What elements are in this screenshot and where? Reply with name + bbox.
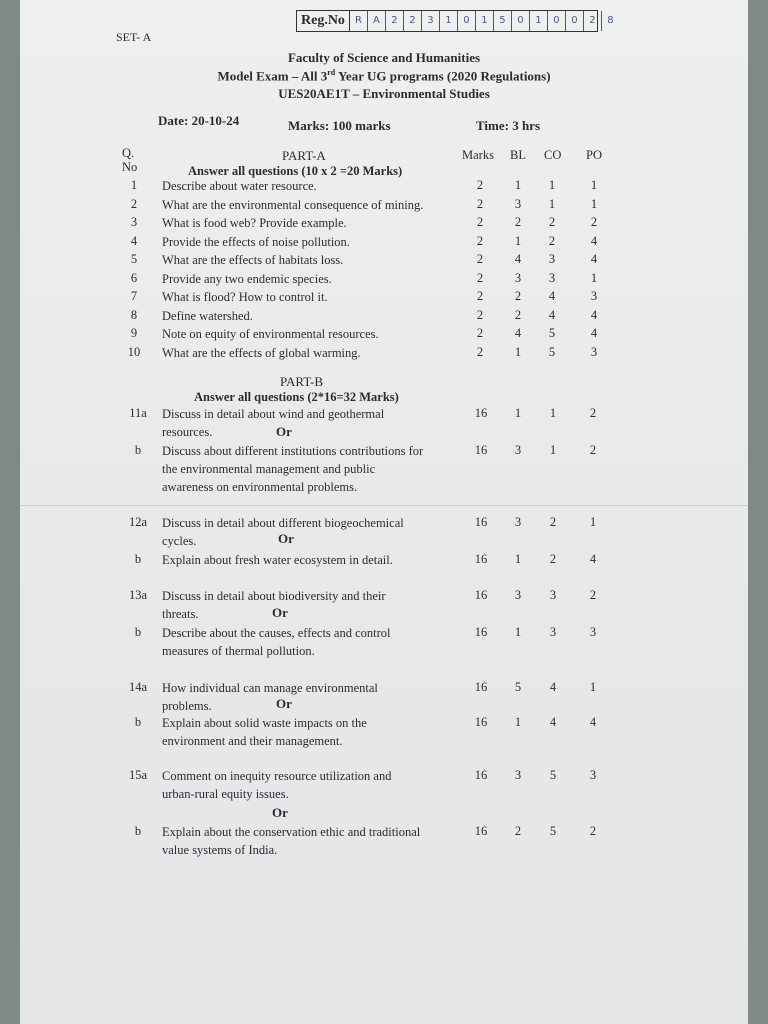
marks-value: 2 [476, 178, 484, 192]
question-number: 13a [128, 588, 148, 602]
po-value: 4 [590, 233, 598, 248]
col-co: CO [544, 148, 562, 162]
question-number: 9 [130, 326, 138, 340]
question-text: Discuss about different institutions contributions for [162, 444, 424, 458]
question-number: 8 [130, 307, 138, 322]
co-value: 3 [548, 270, 556, 285]
or-separator: Or [276, 424, 292, 439]
bl-value: 3 [514, 270, 522, 285]
po-value: 4 [589, 552, 597, 566]
question-text: How individual can manage environmental [162, 681, 378, 695]
question-number: b [134, 552, 142, 566]
exam-time: Time: 3 hrs [476, 118, 541, 133]
question-number: 14a [128, 680, 148, 694]
question-text: Provide any two endemic species. [162, 271, 332, 286]
question-number: 11a [129, 406, 147, 420]
col-po: PO [586, 148, 602, 162]
reg-cell: 0 [548, 11, 566, 31]
marks-value: 16 [474, 625, 488, 639]
po-value: 4 [590, 326, 598, 340]
parta-instruction: Answer all questions (10 x 2 =20 Marks) [188, 164, 403, 178]
marks-value: 16 [474, 588, 488, 602]
reg-cells [350, 11, 619, 31]
reg-label: Reg.No [297, 11, 350, 31]
question-text: Define watershed. [162, 308, 253, 323]
po-value: 3 [590, 289, 598, 303]
exam-title-post: Year UG programs (2020 Regulations) [335, 68, 551, 84]
question-number: 5 [130, 252, 138, 266]
co-value: 2 [549, 552, 557, 566]
question-text: environment and their management. [162, 734, 343, 748]
bl-value: 3 [514, 515, 522, 529]
question-number: 6 [130, 270, 138, 285]
bl-value: 1 [514, 233, 522, 248]
reg-cell: 5 [494, 11, 512, 31]
bl-value: 3 [514, 768, 522, 782]
co-value: 2 [548, 215, 556, 229]
reg-cell: 0 [512, 11, 530, 31]
co-value: 1 [549, 443, 557, 457]
co-value: 2 [549, 515, 557, 529]
question-number: b [134, 443, 142, 457]
marks-value: 16 [474, 515, 488, 529]
question-text: Explain about fresh water ecosystem in detail. [162, 553, 393, 567]
po-value: 3 [589, 625, 597, 639]
question-number: b [134, 625, 142, 639]
exam-title-sup: rd [327, 68, 336, 77]
co-value: 3 [548, 252, 556, 266]
or-separator: Or [276, 696, 292, 711]
question-text: the environmental management and public [162, 462, 376, 476]
po-value: 1 [590, 196, 598, 211]
co-value: 1 [548, 196, 556, 211]
question-text: awareness on environmental problems. [162, 480, 358, 494]
question-text: Describe about the causes, effects and control [162, 626, 391, 640]
bl-value: 4 [514, 326, 522, 340]
bl-value: 5 [514, 680, 522, 694]
po-value: 4 [590, 252, 598, 266]
co-value: 4 [548, 307, 556, 322]
exam-title-pre: Model Exam – All 3 [217, 68, 328, 84]
exam-paper [20, 0, 748, 1024]
reg-cell: 1 [530, 11, 548, 31]
co-value: 3 [549, 625, 557, 639]
reg-cell: 0 [566, 11, 584, 31]
question-text: Discuss in detail about biodiversity and their [162, 589, 386, 603]
co-value: 1 [549, 406, 557, 420]
po-value: 2 [589, 406, 597, 420]
reg-cell: 8 [607, 15, 614, 26]
bl-value: 3 [514, 443, 522, 457]
po-value: 3 [589, 768, 597, 782]
question-number: 4 [130, 233, 138, 248]
question-text: What are the effects of habitats loss. [162, 253, 344, 267]
col-no: No [122, 160, 138, 174]
reg-cell: 2 [386, 11, 404, 31]
marks-value: 2 [476, 307, 484, 322]
exam-date: Date: 20-10-24 [158, 113, 240, 128]
po-value: 4 [590, 307, 598, 322]
bl-value: 1 [514, 715, 522, 729]
question-text: Explain about solid waste impacts on the [162, 716, 367, 730]
marks-value: 2 [476, 289, 484, 303]
po-value: 2 [589, 824, 597, 838]
question-text: Note on equity of environmental resources. [162, 327, 379, 341]
question-text: urban-rural equity issues. [162, 787, 289, 801]
reg-number-box [296, 10, 614, 32]
marks-value: 16 [474, 824, 488, 838]
bl-value: 1 [514, 552, 522, 566]
co-value: 4 [549, 680, 557, 694]
question-text: measures of thermal pollution. [162, 644, 315, 658]
co-value: 4 [548, 289, 556, 303]
question-text: cycles. [162, 534, 197, 548]
reg-cell: 2 [404, 11, 422, 31]
col-marks: Marks [462, 148, 494, 162]
bl-value: 1 [514, 625, 522, 639]
bl-value: 1 [514, 406, 522, 420]
question-number: 15a [128, 768, 148, 782]
question-number: 7 [130, 289, 138, 303]
paper-fold [20, 505, 748, 506]
marks-value: 2 [476, 233, 484, 248]
col-q: Q. [122, 146, 135, 160]
marks-value: 2 [476, 270, 484, 285]
marks-value: 16 [474, 768, 488, 782]
partb-instruction: Answer all questions (2*16=32 Marks) [194, 390, 399, 404]
po-value: 1 [590, 270, 598, 285]
question-text: Describe about water resource. [162, 179, 317, 193]
marks-value: 16 [474, 680, 488, 694]
bl-value: 2 [514, 289, 522, 303]
question-text: value systems of India. [162, 843, 278, 857]
reg-cell: A [368, 11, 386, 31]
reg-cell: 1 [476, 11, 494, 31]
bl-value: 2 [514, 307, 522, 322]
question-number: 12a [128, 515, 148, 529]
question-text: Discuss in detail about different biogeochemical [162, 516, 404, 530]
marks-value: 2 [476, 252, 484, 266]
question-number: 3 [130, 215, 138, 229]
po-value: 2 [589, 443, 597, 457]
or-separator: Or [272, 605, 288, 620]
question-number: b [134, 824, 142, 838]
exam-title [20, 68, 748, 84]
po-value: 2 [589, 588, 597, 602]
co-value: 5 [549, 768, 557, 782]
question-text: Discuss in detail about wind and geothermal [162, 407, 385, 421]
co-value: 1 [548, 178, 556, 192]
bl-value: 4 [514, 252, 522, 266]
question-text: What is food web? Provide example. [162, 216, 347, 230]
course-title: UES20AE1T – Environmental Studies [278, 86, 490, 101]
marks-value: 16 [474, 715, 488, 729]
marks-value: 2 [476, 326, 484, 340]
marks-value: 2 [476, 196, 484, 211]
partb-title: PART-B [280, 374, 324, 389]
question-number: 2 [130, 196, 138, 211]
marks-value: 2 [476, 215, 484, 229]
marks-value: 16 [474, 443, 488, 457]
bl-value: 3 [514, 588, 522, 602]
co-value: 3 [549, 588, 557, 602]
or-separator: Or [272, 805, 288, 820]
po-value: 1 [589, 515, 597, 529]
co-value: 4 [549, 715, 557, 729]
question-text: resources. [162, 425, 213, 439]
marks-value: 16 [474, 406, 488, 420]
question-text: problems. [162, 699, 212, 713]
col-bl: BL [510, 148, 526, 162]
co-value: 5 [548, 344, 556, 359]
question-text: What are the environmental consequence of mining. [162, 197, 424, 212]
reg-cell: R [350, 11, 368, 31]
question-text: threats. [162, 607, 199, 621]
or-separator: Or [278, 531, 294, 546]
question-number: b [134, 715, 142, 729]
parta-title: PART-A [282, 148, 326, 163]
po-value: 2 [590, 215, 598, 229]
co-value: 2 [548, 233, 556, 248]
reg-cell: 3 [422, 11, 440, 31]
set-label: SET- A [116, 30, 152, 44]
bl-value: 1 [514, 178, 522, 192]
co-value: 5 [549, 824, 557, 838]
exam-marks: Marks: 100 marks [288, 118, 391, 133]
reg-cell: 2 [584, 11, 602, 31]
reg-cell: 0 [458, 11, 476, 31]
bl-value: 1 [514, 344, 522, 359]
faculty-title: Faculty of Science and Humanities [287, 50, 481, 65]
marks-value: 2 [476, 344, 484, 359]
bl-value: 3 [514, 196, 522, 211]
bl-value: 2 [514, 824, 522, 838]
question-number: 10 [127, 344, 141, 359]
reg-cell: 1 [440, 11, 458, 31]
po-value: 4 [589, 715, 597, 729]
question-text: Explain about the conservation ethic and traditional [162, 825, 421, 839]
po-value: 1 [589, 680, 597, 694]
bl-value: 2 [514, 215, 522, 229]
marks-value: 16 [474, 552, 488, 566]
po-value: 1 [590, 178, 598, 192]
question-text: Comment on inequity resource utilization and [162, 769, 392, 783]
question-number: 1 [130, 178, 138, 192]
po-value: 3 [590, 344, 598, 359]
question-text: What is flood? How to control it. [162, 290, 328, 304]
question-text: Provide the effects of noise pollution. [162, 234, 350, 249]
question-text: What are the effects of global warming. [162, 345, 361, 360]
co-value: 5 [548, 326, 556, 340]
